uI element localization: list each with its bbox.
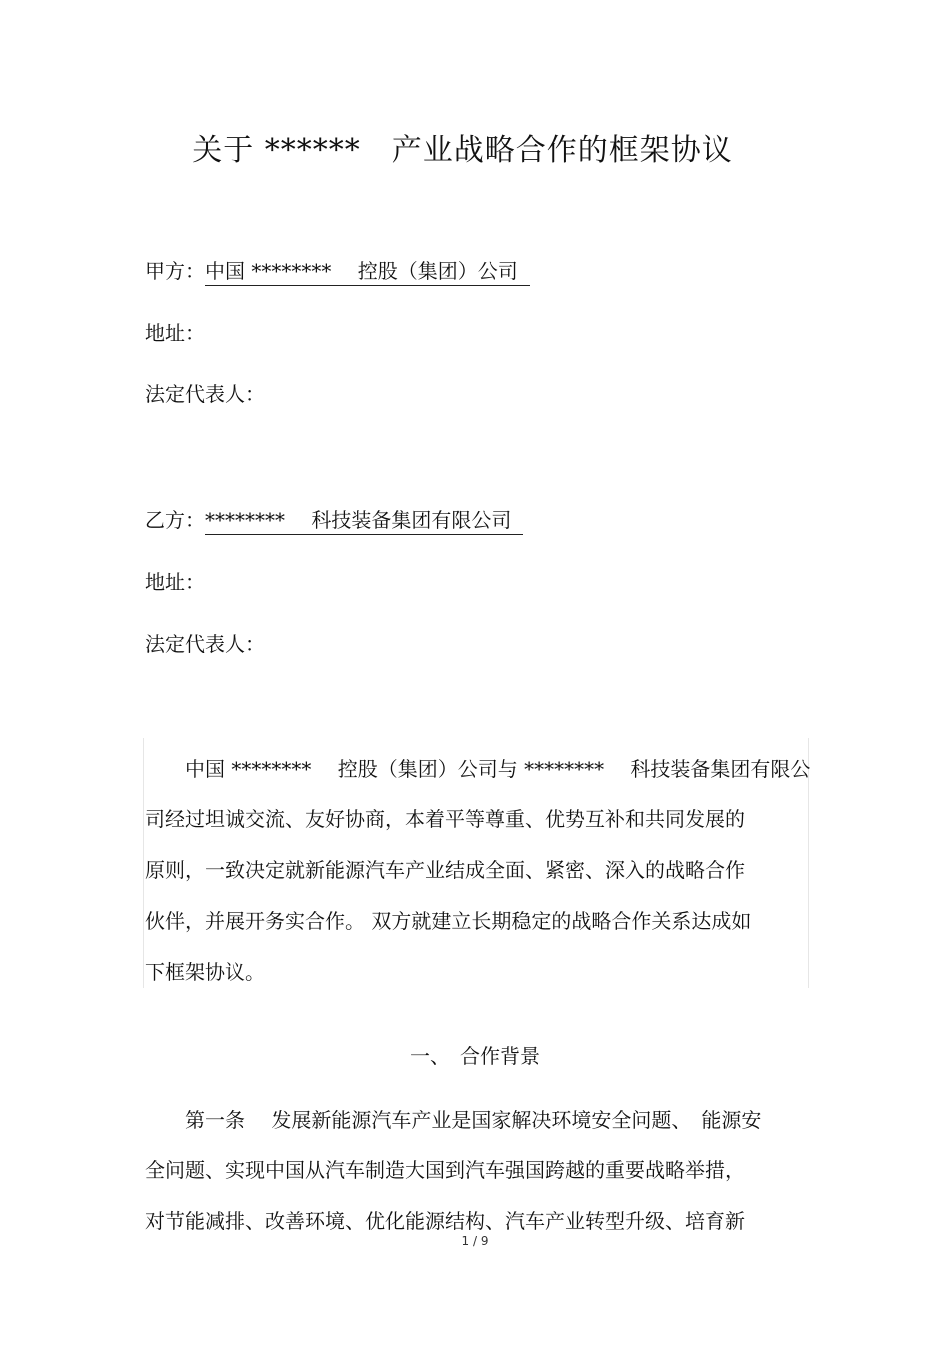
party-a-label: 甲方：: [145, 259, 205, 283]
party-a-rep-label: 法定代表人：: [145, 382, 265, 406]
intro-line: 司经过坦诚交流、友好协商，本着平等尊重、优势互补和共同发展的: [145, 807, 745, 831]
party-b-address-label: 地址：: [145, 570, 205, 594]
party-b-line: [145, 504, 523, 535]
party-b-rep-label: 法定代表人：: [145, 632, 265, 656]
article-line: 第一条 发展新能源汽车产业是国家解决环境安全问题、 能源安: [145, 1108, 762, 1132]
party-b-label: 乙方：: [145, 508, 205, 532]
page-number: 1 / 9: [461, 1234, 489, 1248]
intro-line: 原则，一致决定就新能源汽车产业结成全面、紧密、深入的战略合作: [145, 858, 745, 882]
document-title: 关于 ****** 产业战略合作的框架协议: [192, 133, 733, 168]
intro-line: 中国 ******** 控股（集团）公司与 ******** 科技装备集团有限公: [145, 757, 811, 781]
article-line: 全问题、实现中国从汽车制造大国到汽车强国跨越的重要战略举措，: [145, 1158, 745, 1182]
intro-line: 伙伴，并展开务实合作。 双方就建立长期稳定的战略合作关系达成如: [145, 909, 752, 933]
intro-line: 下框架协议。: [145, 960, 265, 984]
party-a-line: [145, 255, 530, 286]
article-line: 对节能减排、改善环境、优化能源结构、汽车产业转型升级、培育新: [145, 1209, 745, 1233]
party-a-address-label: 地址：: [145, 321, 205, 345]
party-a-name: 中国 ******** 控股（集团）公司: [205, 255, 530, 286]
section-heading: 一、 合作背景: [410, 1044, 540, 1068]
party-b-name: ******** 科技装备集团有限公司: [205, 504, 523, 535]
